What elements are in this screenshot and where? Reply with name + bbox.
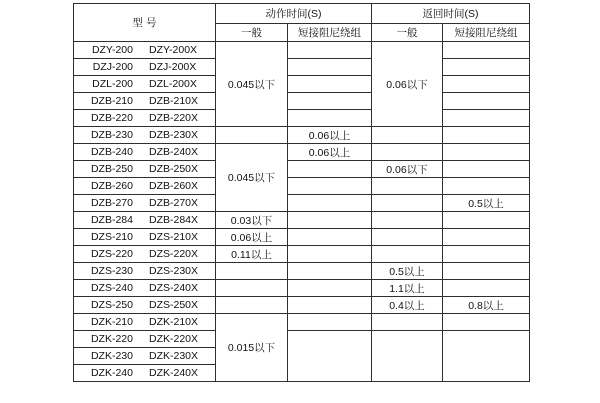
return-damping-cell bbox=[443, 110, 530, 127]
model-name: DZB-240 bbox=[90, 146, 133, 158]
model-name: DZB-270X bbox=[148, 197, 199, 209]
table-row bbox=[74, 42, 530, 59]
model-cell bbox=[74, 365, 216, 382]
model-cell bbox=[74, 263, 216, 280]
return-damping-cell bbox=[443, 76, 530, 93]
model-name: DZB-210X bbox=[148, 95, 199, 107]
return-damping-cell bbox=[443, 161, 530, 178]
model-name: DZY-200X bbox=[149, 44, 198, 56]
table-row bbox=[74, 297, 530, 314]
model-name: DZS-220X bbox=[148, 248, 199, 260]
model-cell bbox=[74, 144, 216, 161]
table-row bbox=[74, 93, 530, 110]
table-header bbox=[74, 4, 530, 42]
model-name: DZL-200 bbox=[92, 78, 133, 90]
table-row bbox=[74, 246, 530, 263]
model-name: DZS-230 bbox=[90, 265, 133, 277]
action-damping-cell bbox=[288, 246, 372, 263]
return-damping-cell: 0.8以上 bbox=[443, 297, 530, 314]
table-row bbox=[74, 144, 530, 161]
return-general-cell: 0.4以上 bbox=[372, 297, 443, 314]
model-name: DZY-200 bbox=[91, 44, 133, 56]
model-name: DZB-260X bbox=[148, 180, 199, 192]
table-row bbox=[74, 229, 530, 246]
action-damping-cell bbox=[288, 76, 372, 93]
model-cell bbox=[74, 229, 216, 246]
model-name: DZS-210X bbox=[148, 231, 199, 243]
table-row bbox=[74, 161, 530, 178]
header-return-time: 返回时间(S) bbox=[372, 4, 530, 24]
action-damping-cell bbox=[288, 178, 372, 195]
model-cell bbox=[74, 127, 216, 144]
model-name: DZJ-200X bbox=[149, 61, 197, 73]
return-general-cell bbox=[372, 331, 443, 382]
return-damping-cell bbox=[443, 314, 530, 331]
model-name: DZK-240X bbox=[148, 367, 199, 379]
model-cell bbox=[74, 246, 216, 263]
action-general-cell bbox=[216, 263, 288, 280]
return-damping-cell bbox=[443, 93, 530, 110]
action-damping-cell bbox=[288, 297, 372, 314]
model-name: DZL-200X bbox=[149, 78, 197, 90]
table-row bbox=[74, 195, 530, 212]
model-name: DZK-230 bbox=[90, 350, 133, 362]
table-row bbox=[74, 178, 530, 195]
model-name: DZB-250 bbox=[90, 163, 133, 175]
header-row-groups bbox=[74, 4, 530, 24]
model-name: DZB-250X bbox=[148, 163, 199, 175]
action-damping-cell: 0.06以上 bbox=[288, 144, 372, 161]
model-name: DZB-260 bbox=[90, 180, 133, 192]
model-cell bbox=[74, 314, 216, 331]
action-damping-cell bbox=[288, 331, 372, 382]
table-row bbox=[74, 59, 530, 76]
model-name: DZB-270 bbox=[90, 197, 133, 209]
table-row bbox=[74, 110, 530, 127]
action-general-cell bbox=[216, 127, 288, 144]
table-row bbox=[74, 76, 530, 93]
return-general-cell: 0.06以下 bbox=[372, 42, 443, 127]
model-name: DZB-220X bbox=[148, 112, 199, 124]
model-cell bbox=[74, 331, 216, 348]
action-general-cell: 0.11以上 bbox=[216, 246, 288, 263]
return-general-cell bbox=[372, 127, 443, 144]
model-name: DZS-240X bbox=[148, 282, 199, 294]
model-name: DZS-250X bbox=[148, 299, 199, 311]
model-name: DZB-220 bbox=[90, 112, 133, 124]
return-damping-cell bbox=[443, 178, 530, 195]
header-return-general: 一般 bbox=[372, 24, 443, 42]
return-damping-cell bbox=[443, 59, 530, 76]
return-general-cell bbox=[372, 229, 443, 246]
action-general-cell bbox=[216, 297, 288, 314]
return-damping-cell: 0.5以上 bbox=[443, 195, 530, 212]
model-name: DZB-284 bbox=[90, 214, 133, 226]
table-row bbox=[74, 331, 530, 348]
model-cell bbox=[74, 212, 216, 229]
return-general-cell bbox=[372, 195, 443, 212]
table-row bbox=[74, 263, 530, 280]
action-damping-cell bbox=[288, 212, 372, 229]
model-cell bbox=[74, 348, 216, 365]
return-general-cell: 0.06以下 bbox=[372, 161, 443, 178]
return-damping-cell bbox=[443, 144, 530, 161]
action-damping-cell bbox=[288, 195, 372, 212]
model-cell bbox=[74, 59, 216, 76]
model-name: DZK-210X bbox=[148, 316, 199, 328]
return-general-cell bbox=[372, 314, 443, 331]
model-name: DZS-240 bbox=[90, 282, 133, 294]
header-action-damping: 短接阻尼绕组 bbox=[288, 24, 372, 42]
return-damping-cell bbox=[443, 42, 530, 59]
action-general-cell: 0.045以下 bbox=[216, 42, 288, 127]
model-name: DZK-240 bbox=[90, 367, 133, 379]
return-damping-cell bbox=[443, 127, 530, 144]
table-row bbox=[74, 212, 530, 229]
return-general-cell bbox=[372, 212, 443, 229]
action-damping-cell bbox=[288, 59, 372, 76]
model-name: DZK-220X bbox=[148, 333, 199, 345]
model-name: DZK-220 bbox=[90, 333, 133, 345]
spec-table bbox=[73, 3, 530, 382]
action-general-cell: 0.045以下 bbox=[216, 144, 288, 212]
model-name: DZB-230 bbox=[90, 129, 133, 141]
model-name: DZB-230X bbox=[148, 129, 199, 141]
action-damping-cell bbox=[288, 314, 372, 331]
model-name: DZS-230X bbox=[148, 265, 199, 277]
return-general-cell: 1.1以上 bbox=[372, 280, 443, 297]
return-damping-cell bbox=[443, 263, 530, 280]
model-name: DZB-284X bbox=[148, 214, 199, 226]
table-row bbox=[74, 314, 530, 331]
action-damping-cell bbox=[288, 42, 372, 59]
action-damping-cell bbox=[288, 110, 372, 127]
model-name: DZK-230X bbox=[148, 350, 199, 362]
model-cell bbox=[74, 280, 216, 297]
header-action-general: 一般 bbox=[216, 24, 288, 42]
header-return-damping: 短接阻尼绕组 bbox=[443, 24, 530, 42]
model-name: DZB-210 bbox=[90, 95, 133, 107]
model-cell bbox=[74, 93, 216, 110]
header-action-time: 动作时间(S) bbox=[216, 4, 372, 24]
model-cell bbox=[74, 178, 216, 195]
action-general-cell bbox=[216, 280, 288, 297]
action-damping-cell bbox=[288, 93, 372, 110]
table-row bbox=[74, 127, 530, 144]
model-cell bbox=[74, 297, 216, 314]
model-name: DZS-210 bbox=[90, 231, 133, 243]
model-name: DZS-250 bbox=[90, 299, 133, 311]
model-name: DZS-220 bbox=[90, 248, 133, 260]
model-cell bbox=[74, 110, 216, 127]
action-damping-cell bbox=[288, 229, 372, 246]
action-damping-cell bbox=[288, 263, 372, 280]
return-damping-cell bbox=[443, 229, 530, 246]
action-damping-cell: 0.06以上 bbox=[288, 127, 372, 144]
return-damping-cell bbox=[443, 331, 530, 382]
model-name: DZB-240X bbox=[148, 146, 199, 158]
return-damping-cell bbox=[443, 280, 530, 297]
return-damping-cell bbox=[443, 246, 530, 263]
return-damping-cell bbox=[443, 212, 530, 229]
header-model: 型 号 bbox=[74, 4, 216, 42]
model-cell bbox=[74, 42, 216, 59]
action-damping-cell bbox=[288, 280, 372, 297]
table-body bbox=[74, 42, 530, 382]
return-general-cell bbox=[372, 178, 443, 195]
model-name: DZK-210 bbox=[90, 316, 133, 328]
model-cell bbox=[74, 195, 216, 212]
action-general-cell: 0.06以上 bbox=[216, 229, 288, 246]
model-cell bbox=[74, 76, 216, 93]
return-general-cell: 0.5以上 bbox=[372, 263, 443, 280]
action-damping-cell bbox=[288, 161, 372, 178]
action-general-cell: 0.015以下 bbox=[216, 314, 288, 382]
model-cell bbox=[74, 161, 216, 178]
table-row bbox=[74, 280, 530, 297]
return-general-cell bbox=[372, 246, 443, 263]
return-general-cell bbox=[372, 144, 443, 161]
action-general-cell: 0.03以下 bbox=[216, 212, 288, 229]
model-name: DZJ-200 bbox=[92, 61, 133, 73]
